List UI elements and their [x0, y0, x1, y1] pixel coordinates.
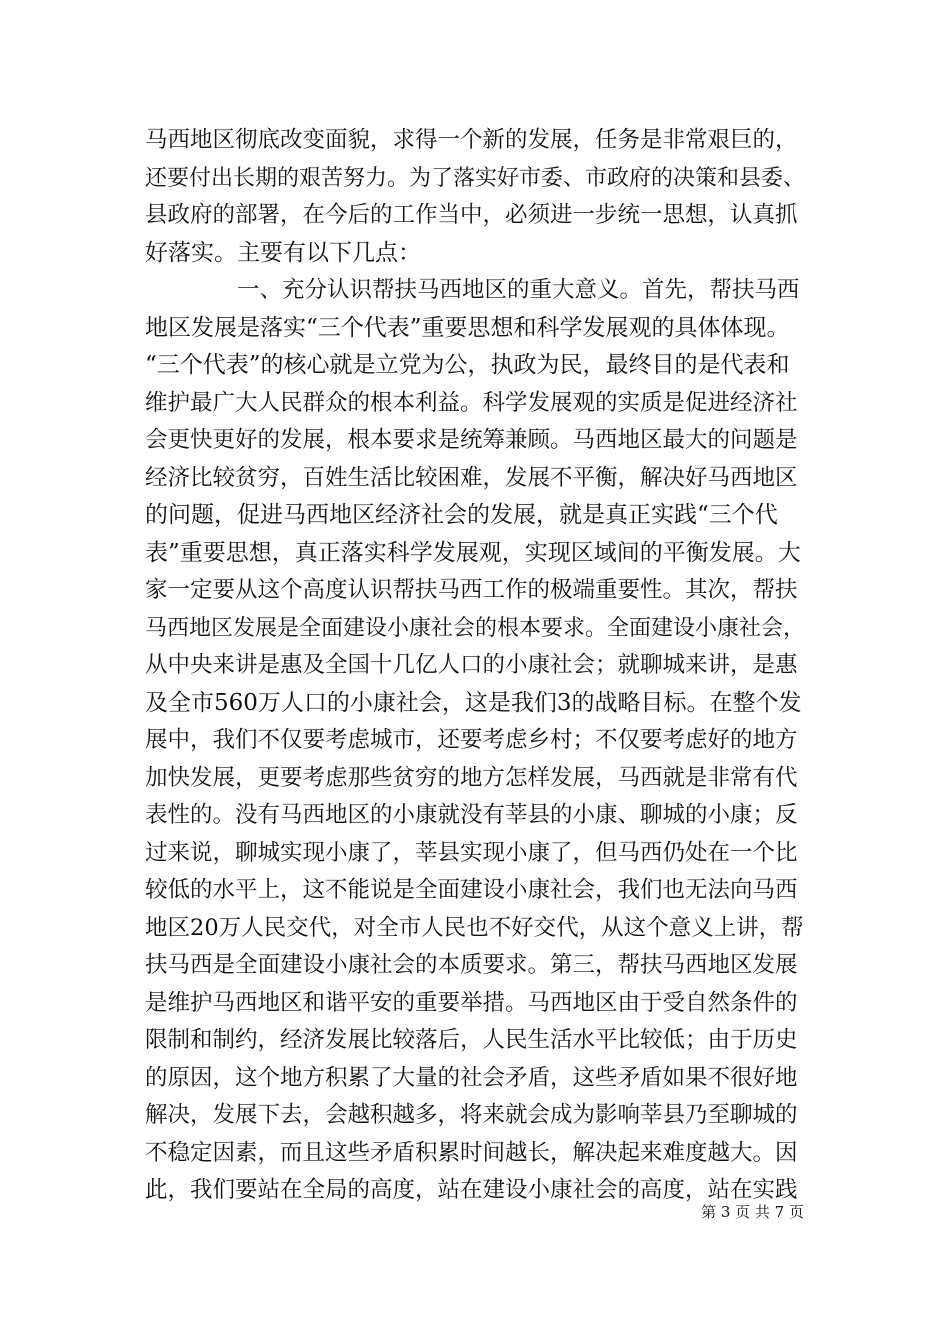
- text-line: 好落实。主要有以下几点：: [145, 239, 421, 266]
- text-line: 维护最广大人民群众的根本利益。科学发展观的实质是促进经济社: [145, 389, 798, 416]
- text-line: 解决，发展下去，会越积越多，将来就会成为影响莘县乃至聊城的: [145, 1102, 798, 1128]
- text-line: 还要付出长期的艰苦努力。为了落实好市委、市政府的决策和县委、: [145, 165, 806, 191]
- text-line: 地区发展是落实“三个代表”重要思想和科学发展观的具体体现。: [145, 314, 790, 341]
- text-line: 此，我们要站在全局的高度，站在建设小康社会的高度，站在实践: [145, 1177, 798, 1203]
- text-line: 会更快更好的发展，根本要求是统筹兼顾。马西地区最大的问题是: [145, 427, 798, 453]
- text-line: 经济比较贫穷，百姓生活比较困难，发展不平衡，解决好马西地区: [145, 464, 798, 491]
- text-line: 的原因，这个地方积累了大量的社会矛盾，这些矛盾如果不很好地: [145, 1064, 798, 1091]
- text-line: 表”重要思想，真正落实科学发展观，实现区域间的平衡发展。大: [145, 539, 801, 566]
- page-number-footer: 第 3 页 共 7 页: [701, 1203, 804, 1221]
- text-line: 扶马西是全面建设小康社会的本质要求。第三，帮扶马西地区发展: [145, 952, 798, 978]
- text-line: 马西地区彻底改变面貌，求得一个新的发展，任务是非常艰巨的，: [145, 127, 798, 153]
- text-line: “三个代表”的核心就是立党为公，执政为民，最终目的是代表和: [145, 352, 790, 378]
- text-line: 从中央来讲是惠及全国十几亿人口的小康社会；就聊城来讲，是惠: [145, 652, 798, 678]
- text-line: 加快发展，更要考虑那些贫穷的地方怎样发展，马西就是非常有代: [145, 764, 798, 791]
- text-line: 及全市560万人口的小康社会，这是我们3的战略目标。在整个发: [145, 689, 802, 716]
- text-line: 是维护马西地区和谐平安的重要举措。马西地区由于受自然条件的: [145, 989, 798, 1016]
- section-heading-line: 一、充分认识帮扶马西地区的重大意义。首先，帮扶马西: [237, 277, 800, 303]
- text-line: 限制和制约，经济发展比较落后，人民生活水平比较低；由于历史: [145, 1027, 798, 1053]
- text-line: 的问题，促进马西地区经济社会的发展，就是真正实践“三个代: [145, 502, 778, 528]
- text-line: 展中，我们不仅要考虑城市，还要考虑乡村；不仅要考虑好的地方: [145, 727, 798, 753]
- text-line: 表性的。没有马西地区的小康就没有莘县的小康、聊城的小康；反: [145, 802, 798, 828]
- text-line: 较低的水平上，这不能说是全面建设小康社会，我们也无法向马西: [145, 877, 798, 903]
- text-line: 地区20万人民交代，对全市人民也不好交代，从这个意义上讲，帮: [145, 914, 804, 941]
- text-line: 不稳定因素，而且这些矛盾积累时间越长，解决起来难度越大。因: [145, 1139, 798, 1166]
- text-line: 马西地区发展是全面建设小康社会的根本要求。全面建设小康社会，: [145, 615, 806, 641]
- text-line: 县政府的部署，在今后的工作当中，必须进一步统一思想，认真抓: [145, 202, 798, 228]
- text-line: 过来说，聊城实现小康了，莘县实现小康了，但马西仍处在一个比: [145, 839, 798, 866]
- text-line: 家一定要从这个高度认识帮扶马西工作的极端重要性。其次，帮扶: [145, 577, 798, 603]
- document-body: [145, 122, 810, 1210]
